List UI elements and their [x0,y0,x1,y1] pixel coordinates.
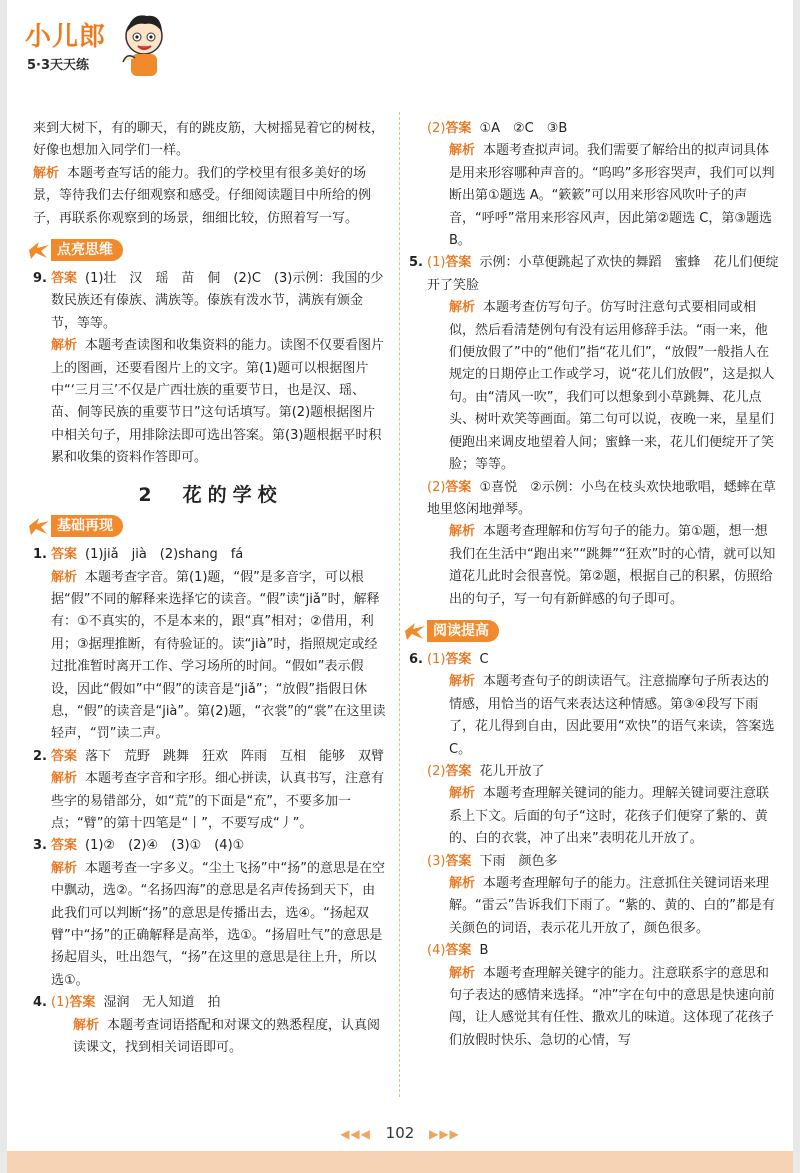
analysis-text: 本题考查一字多义。“尘土飞扬”中“扬”的意思是在空中飘动，选②。“名扬四海”的意思是名声传扬到天下，由此我们可以判断“扬”的意思是传播出去，选④。“扬起双臂”中“扬”的正确解释是高举，选①。“扬眉吐气”的意思是扬起眉头，吐出怨气，“扬”在这里的意思是往上升，所以选①。 [51,860,385,988]
analysis-text: 本题考查字音。第(1)题，“假”是多音字，可以根据“假”不同的解释来选择它的读音。“假”读“jiǎ”时，解释有：①不真实的，不是本来的，跟“真”相对；②借用，利用；③据理推断，有待验证的。读“jià”时，指照规定或经过批准暂时离开工作、学习场所的时间。“假如”表示假设，因此“假如”中“假”的读音是“jiǎ”；“放假”指假日休息，“假”的读音是“jià”。第(2)题，“衣裳”的“裳”在这里读轻声，“罚”读二声。 [51,569,386,742]
analysis-label: 解析 [449,786,476,802]
brand-subtitle: 5·3天天练 [27,58,90,73]
question-number: 4. [33,995,47,1011]
analysis-label: 解析 [51,569,78,585]
analysis-text: 本题考查仿写句子。仿写时注意句式要相同或相似，然后看清楚例句有没有运用修辞手法。“雨一来，他们便放假了”中的“他们”指“花儿们”，“放假”一般指人在规定的日期停止工作或学习，说“花儿们放假”，这是拟人句。由“清风一吹”，我们可以想象到小草跳舞、花儿点头、树叶欢笑等画面。第二句可以说，夜晚一来，星星们便跑出来调皮地望着人间；蜜蜂一来，花儿们便绽开了笑脸；等等。 [449,300,775,473]
analysis-label: 解析 [449,300,476,316]
answer-label: 答案 [445,763,472,779]
answer-label: 答案 [445,121,472,136]
right-column [409,118,779,1052]
page [7,0,793,1173]
answer-text: 花儿开放了 [479,763,545,779]
answer-text: ①喜悦 ②示例：小鸟在枝头欢快地歌唱，蟋蟀在草地里悠闲地弹琴。 [427,479,776,517]
answer-text: 下雨 颜色多 [479,853,558,869]
analysis-text: 本题考查理解句子的能力。注意抓住关键词语来理解。“雷云”告诉我们下雨了。“紫的、黄的、白的”都是有关颜色的词语，表示花儿开放了，颜色很多。 [449,876,775,936]
sub-question-number: (2) [427,763,446,779]
sub-question-number: (2) [427,479,446,495]
answer-label: 答案 [51,547,78,563]
answer-text: C [479,651,489,667]
analysis-label: 解析 [33,165,60,181]
answer-text: B [479,943,489,959]
analysis-label: 解析 [51,771,78,787]
answer-label: 答案 [445,255,472,271]
section-title: 点亮思维 [51,239,123,261]
analysis-label: 解析 [449,143,476,159]
answer-text: ①A ②C ③B [479,121,568,136]
left-column [33,118,388,1059]
question-number: 1. [33,547,47,563]
sub-question-number: (1) [427,651,446,667]
section-title: 阅读提高 [427,620,499,642]
page-footer [7,1124,793,1142]
analysis-text: 本题考查读图和收集资料的能力。读图不仅要看图片上的图画，还要看图片上的文字。第(1)题可以根据图片中“‘三月三’不仅是广西壮族的重要节日，也是汉、瑶、苗、侗等民族的重要节日”这句话填写。第(2)题根据图片中相关句子，用排除法即可选出答案。第(3)题根据平时积累和收集的资料作答即可。 [51,338,385,466]
analysis-text: 本题考查拟声词。我们需要了解给出的拟声词具体是用来形容哪种声音的。“呜呜”多形容哭声，我们可以判断出第①题选 A。“簌簌”可以用来形容风吹叶子的声音，“呼呼”常用来形容风声，因此第②题选 C，第③题选 B。 [449,143,775,249]
section-header [27,514,388,538]
header [7,0,793,86]
question-number: 6. [409,651,423,667]
answer-label: 答案 [445,651,472,667]
answer-text: 示例：小草便跳起了欢快的舞蹈 蜜蜂 花儿们便绽开了笑脸 [427,255,779,293]
analysis-label: 解析 [51,860,78,876]
answer-text: (1)② (2)④ (3)① (4)① [85,838,245,854]
answer-label: 答案 [51,271,78,287]
analysis-label: 解析 [449,674,476,690]
answer-label: 答案 [51,838,78,854]
analysis-text: 本题考查句子的朗读语气。注意揣摩句子所表达的情感，用恰当的语气来表达这种情感。第③④段写下雨了，花儿得到自由，因此要用“欢快”的语气来读，答案选 C。 [449,674,775,757]
sub-question-number: (2) [427,121,446,136]
column-divider [399,112,400,1097]
answer-label: 答案 [51,748,78,764]
answer-label: 答案 [445,479,472,495]
mascot-boy-icon [121,10,167,80]
sub-question-number: (1) [427,255,446,271]
answer-text: (1)壮 汉 瑶 苗 侗 (2)C (3)示例：我国的少数民族还有傣族、满族等。傣族有泼水节，满族有颁金节，等等。 [51,271,384,331]
analysis-label: 解析 [449,876,476,891]
brand-logo [17,6,167,76]
lesson-title: 2 花的学校 [138,483,283,506]
analysis-text: 本题考查理解关键字的能力。注意联系字的意思和句子表达的感情来选择。“冲”字在句中的意思是快速向前闯，让人感觉其有任性、撒欢儿的味道。这体现了花孩子们放假时快乐、急切的心情，写 [449,965,775,1048]
analysis-text: 本题考查词语搭配和对课文的熟悉程度，认真阅读课文，找到相关词语即可。 [73,1017,381,1056]
prev-arrows-icon: ◀◀◀ [340,1127,371,1141]
brand-title: 小儿郎 [25,22,107,52]
next-arrows-icon: ▶▶▶ [429,1127,460,1141]
sub-question-number: (4) [427,943,446,959]
answer-label: 答案 [445,943,472,959]
section-header [403,619,779,643]
page-number: 102 [385,1124,415,1142]
question-number: 5. [409,255,423,271]
analysis-label: 解析 [449,524,476,540]
answer-text: (1)jiǎ jià (2)shang fá [85,547,244,563]
question-number: 9. [33,271,47,287]
section-runner-icon [27,239,51,261]
question-number: 2. [33,748,47,764]
analysis-label: 解析 [449,965,476,981]
answer-text: 湿润 无人知道 拍 [103,995,221,1011]
answer-label: 答案 [69,995,96,1011]
section-runner-icon [27,515,51,537]
sub-question-number: (1) [51,995,70,1011]
section-header [27,238,388,262]
analysis-label: 解析 [51,338,78,354]
analysis-label: 解析 [73,1017,100,1033]
answer-text: 落下 荒野 跳舞 狂欢 阵雨 互相 能够 双臂 [85,748,385,764]
analysis-text: 本题考查理解和仿写句子的能力。第①题，想一想我们在生活中“跑出来”“跳舞”“狂欢”时的心情，就可以知道花儿此时会很喜悦。第②题，根据自己的积累，仿照给出的句子，写一句有新鲜感的句子即可。 [449,524,776,607]
section-runner-icon [403,620,427,642]
analysis-text: 本题考查理解关键词的能力。理解关键词要注意联系上下文。后面的句子“这时，花孩子们便穿了紫的、黄的、白的衣裳，冲了出来”表明花儿开放了。 [449,786,770,847]
question-number: 3. [33,838,47,854]
analysis-text: 本题考查字音和字形。细心拼读，认真书写，注意有些字的易错部分，如“荒”的下面是“㐬”，不要多加一点；“臂”的第十四笔是“丨”，不要写成“丿”。 [51,771,385,831]
intro-text: 来到大树下，有的聊天，有的跳皮筋，大树摇晃着它的树枝，好像也想加入同学们一样。 [33,121,385,159]
sub-question-number: (3) [427,853,446,869]
bottom-band [7,1151,793,1173]
analysis-text: 本题考查写话的能力。我们的学校里有很多美好的场景，等待我们去仔细观察和感受。仔细阅读题目中所给的例子，再联系你观察到的场景，细细比较，仿照着写一写。 [33,165,372,226]
answer-label: 答案 [445,853,472,869]
section-title: 基础再现 [51,515,123,537]
